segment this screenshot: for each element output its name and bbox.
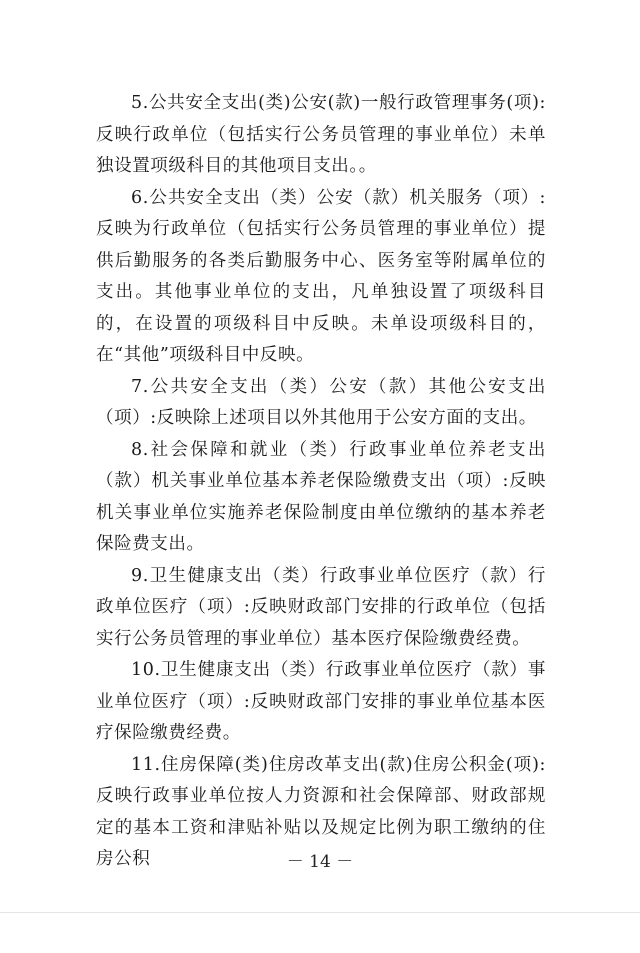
paragraph-item-9: 9.卫生健康支出（类）行政事业单位医疗（款）行政单位医疗（项）:反映财政部门安排的行政单位（包括实行公务员管理的事业单位）基本医疗保险缴费经费。 [96, 565, 546, 649]
paragraph-item-5: 5.公共安全支出(类)公安(款)一般行政管理事务(项):反映行政单位（包括实行公务员管理的事业单位）未单独设置项级科目的其他项目支出。。 [96, 93, 546, 176]
page-number: － 14 － [286, 852, 354, 872]
paragraph-item-10: 10.卫生健康支出（类）行政事业单位医疗（款）事业单位医疗（项）:反映财政部门安排的事业单位基本医疗保险缴费经费。 [96, 660, 546, 743]
paragraph-item-6: 6.公共安全支出（类）公安（款）机关服务（项）:反映为行政单位（包括实行公务员管理的事业单位）提供后勤服务的各类后勤服务中心、医务室等附属单位的支出。其他事业单位的支出，凡单独设置了项级科目的，在设置的项级科目中反映。未单设项级科目的，在“其他”项级科目中反映。 [96, 187, 546, 365]
paragraph-item-7: 7.公共安全支出（类）公安（款）其他公安支出（项）:反映除上述项目以外其他用于公安方面的支出。 [96, 376, 546, 428]
document-body [96, 88, 546, 876]
page-divider [0, 912, 640, 913]
paragraph-item-8: 8.社会保障和就业（类）行政事业单位养老支出（款）机关事业单位基本养老保险缴费支出（项）:反映机关事业单位实施养老保险制度由单位缴纳的基本养老保险费支出。 [96, 439, 546, 554]
paragraph-item-11: 11.住房保障(类)住房改革支出(款)住房公积金(项):反映行政事业单位按人力资源和社会保障部、财政部规定的基本工资和津贴补贴以及规定比例为职工缴纳的住房公积 [96, 754, 546, 869]
